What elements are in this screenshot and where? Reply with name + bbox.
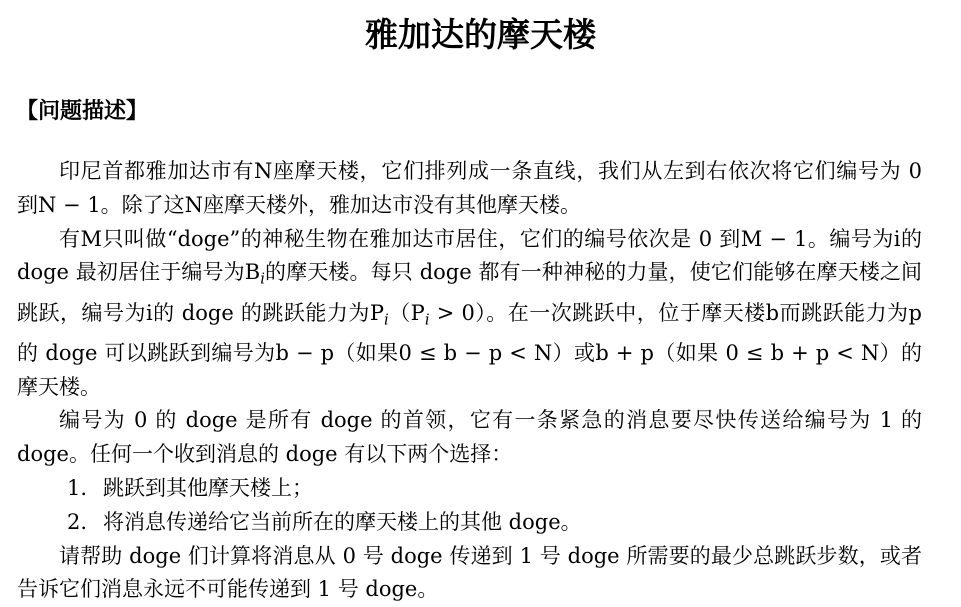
list-item-number: 2.	[67, 509, 88, 534]
problem-description-body	[17, 155, 922, 607]
subscript-i-b: i	[260, 270, 265, 288]
paragraph-2-part-2: 的摩天楼。每只 doge 都有一种神秘的力量，使它们能够在摩天楼之间跳跃，编号为i的 doge 的跳跃能力为P	[17, 260, 922, 325]
list-item-text: 将消息传递给它当前所在的摩天楼上的其他 doge。	[103, 509, 582, 534]
paragraph-2	[17, 223, 922, 405]
subscript-i-p: i	[384, 311, 389, 328]
paragraph-4: 请帮助 doge 们计算将消息从 0 号 doge 传递到 1 号 doge 所需要的最少总跳跃步数，或者告诉它们消息永远不可能传递到 1 号 doge。	[17, 543, 922, 602]
section-heading-problem-description: 【问题描述】	[16, 99, 149, 124]
subscript-i-p-2: i	[424, 311, 430, 328]
paragraph-2-part-4: > 0）。在一次跳跃中，位于摩天楼b而跳跃能力为p的 doge 可以跳跃到编号为b − p（如果0 ≤ b − p < N）或b + p（如果 0 ≤ b + p < N）的摩天楼。	[17, 300, 922, 399]
paragraph-1: 印尼首都雅加达市有N座摩天楼，它们排列成一条直线，我们从左到右依次将它们编号为 0 到N − 1。除了这N座摩天楼外，雅加达市没有其他摩天楼。	[17, 159, 922, 217]
paragraph-2-part-3: （P	[388, 300, 425, 325]
paragraph-3: 编号为 0 的 doge 是所有 doge 的首领，它有一条紧急的消息要尽快传送给编号为 1 的 doge。任何一个收到消息的 doge 有以下两个选择：	[17, 408, 922, 467]
paragraph-2-part-1: 有M只叫做“doge”的神秘生物在雅加达市居住，它们的编号依次是 0 到M − 1。编号为i的 doge 最初居住于编号为B	[17, 226, 922, 285]
list-item	[17, 506, 922, 540]
document-title: 雅加达的摩天楼	[365, 15, 596, 54]
list-item	[17, 472, 922, 506]
list-item-text: 跳跃到其他摩天楼上；	[103, 475, 313, 500]
list-item-number: 1.	[67, 475, 88, 500]
